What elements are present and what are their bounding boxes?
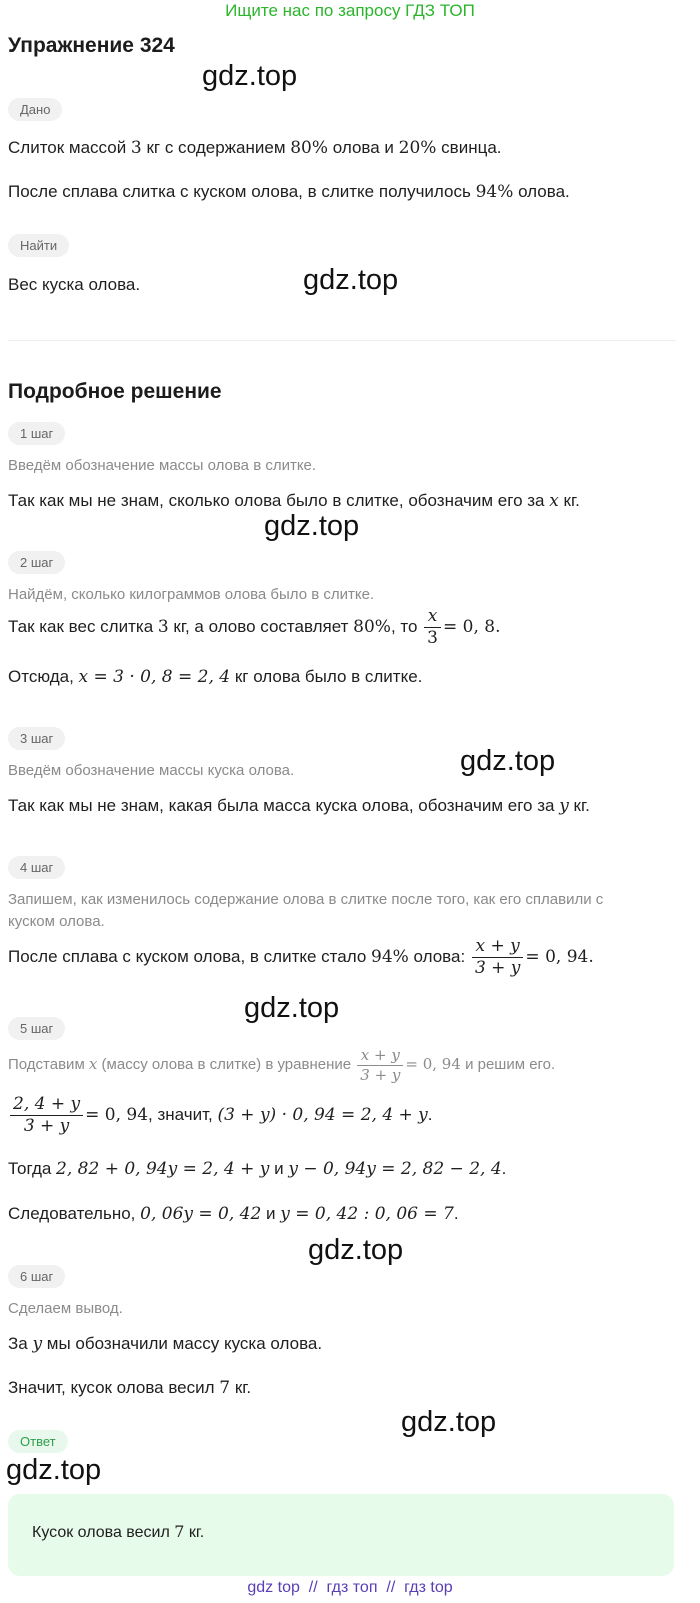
step-1-hint: Введём обозначение массы олова в слитке.: [8, 457, 317, 474]
page-title: Упражнение 324: [8, 34, 175, 57]
answer-text: Кусок олова весил 7 кг.: [32, 1522, 205, 1541]
step-3-text: Так как мы не знам, какая была масса куска олова, обозначим его за y кг.: [8, 796, 590, 816]
step-6-hint: Сделаем вывод.: [8, 1300, 123, 1317]
solution-title: Подробное решение: [8, 380, 222, 403]
watermark: gdz.top: [244, 992, 340, 1024]
footer-links[interactable]: gdz top // гдз топ // гдз top: [247, 1579, 453, 1596]
step-5-text-3: Следовательно, 0, 06y = 0, 42 и y = 0, 42 : 0, 06 = 7.: [8, 1204, 459, 1224]
step-badge-1: 1 шаг: [8, 422, 65, 445]
step-3-hint: Введём обозначение массы куска олова.: [8, 762, 295, 779]
step-4-text: После сплава с куском олова, в слитке стало 94% олова: $\frac{x + y}{3 + y}$ = 0, 94.: [8, 936, 594, 979]
step-4-hint-1: Запишем, как изменилось содержание олова в слитке после того, как его сплавили с: [8, 891, 604, 908]
step-badge-5: 5 шаг: [8, 1017, 65, 1040]
given-badge: Дано: [8, 98, 62, 121]
watermark: gdz.top: [6, 1454, 102, 1486]
watermark: gdz.top: [264, 510, 360, 542]
watermark: gdz.top: [460, 745, 556, 777]
fraction: $\frac{x}{3}$: [424, 606, 441, 650]
step-2-hint: Найдём, сколько килограммов олова было в слитке.: [8, 586, 375, 603]
step-badge-4: 4 шаг: [8, 856, 65, 879]
step-5-hint: Подставим x (массу олова в слитке) в уравнение $\frac{x + y}{3 + y}$ = 0, 94 и решим его.: [8, 1046, 556, 1084]
step-6-text-1: За y мы обозначили массу куска олова.: [8, 1334, 323, 1354]
step-2-text-2: Отсюда, x = 3 · 0, 8 = 2, 4 кг олова было в слитке.: [8, 667, 423, 687]
step-badge-6: 6 шаг: [8, 1265, 65, 1288]
watermark: gdz.top: [202, 60, 298, 92]
find-badge: Найти: [8, 234, 69, 257]
find-text: Вес куска олова.: [8, 275, 141, 294]
step-badge-3: 3 шаг: [8, 727, 65, 750]
step-1-text: Так как мы не знам, сколько олова было в слитке, обозначим его за x кг.: [8, 491, 580, 511]
step-2-text-1: Так как вес слитка 3 кг, а олово составляет 80%, то $\frac{x}{3}$ = 0, 8.: [8, 606, 501, 649]
watermark: gdz.top: [303, 264, 399, 296]
answer-badge: Ответ: [8, 1430, 68, 1453]
step-5-text-2: Тогда 2, 82 + 0, 94y = 2, 4 + y и y − 0, 94y = 2, 82 − 2, 4.: [8, 1159, 507, 1179]
fraction: $\frac{2, 4 + y}{3 + y}$: [10, 1094, 83, 1138]
fraction: $\frac{x + y}{3 + y}$: [357, 1046, 403, 1085]
given-line-1: Слиток массой 3 кг с содержанием 80% олова и 20% свинца.: [8, 138, 502, 158]
step-4-hint-2: куском олова.: [8, 913, 105, 930]
step-6-text-2: Значит, кусок олова весил 7 кг.: [8, 1378, 252, 1398]
given-line-2: После сплава слитка с куском олова, в слитке получилось 94% олова.: [8, 182, 570, 202]
divider: [8, 340, 676, 341]
fraction: $\frac{x + y}{3 + y}$: [472, 936, 523, 980]
top-banner: Ищите нас по запросу ГДЗ ТОП: [225, 1, 475, 20]
step-badge-2: 2 шаг: [8, 551, 65, 574]
step-5-eq-1: $\frac{2, 4 + y}{3 + y}$ = 0, 94, значит, (3 + y) · 0, 94 = 2, 4 + y.: [8, 1094, 433, 1138]
watermark: gdz.top: [308, 1234, 404, 1266]
watermark: gdz.top: [401, 1406, 497, 1438]
